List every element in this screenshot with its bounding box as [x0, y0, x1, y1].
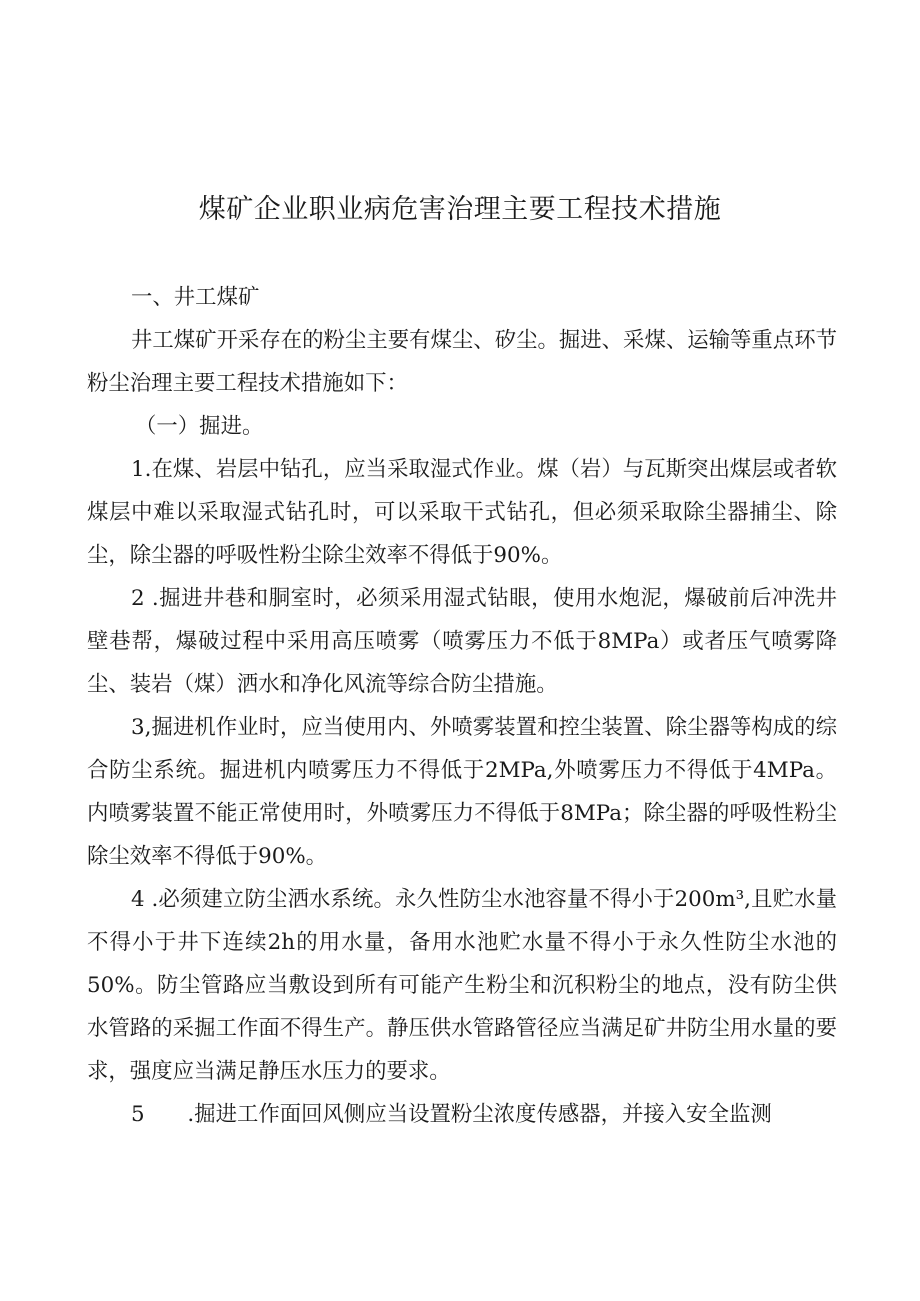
- subheading-excavation: （一）掘进。: [135, 414, 264, 439]
- document-body: [87, 276, 837, 1136]
- paragraph-item-2: 2 .掘进井巷和胴室时，必须采用湿式钻眼，使用水炮泥，爆破前后冲洗井壁巷帮，爆破过程中采用高压喷雾（喷雾压力不低于8MPa）或者压气喷雾降尘、装岩（煤）洒水和净化风流等综合防尘措施。: [87, 586, 837, 697]
- document-title: 煤矿企业职业病危害治理主要工程技术措施: [198, 194, 722, 225]
- paragraph-item-1: 1.在煤、岩层中钻孔，应当采取湿式作业。煤（岩）与瓦斯突出煤层或者软煤层中难以采取湿式钻孔时，可以采取干式钻孔，但必须采取除尘器捕尘、除尘，除尘器的呼吸性粉尘除尘效率不得低于90%。: [87, 457, 837, 568]
- paragraph-item-3: 3,掘进机作业时，应当使用内、外喷雾装置和控尘装置、除尘器等构成的综合防尘系统。掘进机内喷雾压力不得低于2MPa,外喷雾压力不得低于4MPa。内喷雾装置不能正常使用时，外喷雾压力不得低于8MPa；除尘器的呼吸性粉尘除尘效率不得低于90%。: [87, 715, 837, 869]
- paragraph-intro: 井工煤矿开采存在的粉尘主要有煤尘、矽尘。掘进、采煤、运输等重点环节粉尘治理主要工程技术措施如下：: [87, 328, 837, 396]
- paragraph-item-4: 4 .必须建立防尘洒水系统。永久性防尘水池容量不得小于200m³,且贮水量不得小于井下连续2h的用水量，备用水池贮水量不得小于永久性防尘水池的50%。防尘管路应当敷设到所有可能产生粉尘和沉积粉尘的地点，没有防尘供水管路的采掘工作面不得生产。静压供水管路管径应当满足矿井防尘用水量的要求，强度应当满足静压水压力的要求。: [87, 887, 837, 1084]
- paragraph-item-5: 5 .掘进工作面回风侧应当设置粉尘浓度传感器，并接入安全监测: [131, 1102, 772, 1127]
- section-heading-underground-mine: 一、井工煤矿: [131, 285, 260, 310]
